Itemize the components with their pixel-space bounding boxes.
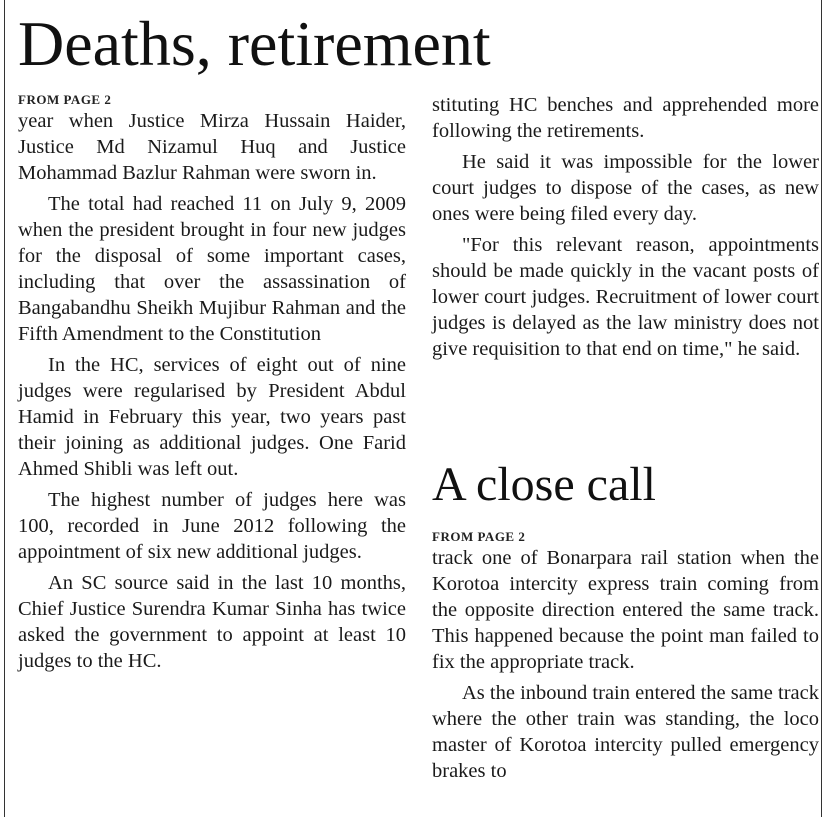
- paragraph: stituting HC benches and apprehended more following the retirements.: [432, 94, 819, 142]
- paragraph: "For this relevant reason, appointments should be made quickly in the vacant posts of lower court judges. Recruitment of lower court judges is delayed as the law ministry does not give requisition to that end on time," he said.: [432, 234, 819, 360]
- paragraph: The highest number of judges here was 100, recorded in June 2012 following the appointment of six new additional judges.: [18, 489, 406, 563]
- paragraph: He said it was impossible for the lower court judges to dispose of the cases, as new ones were being filed every day.: [432, 151, 819, 225]
- second-article-column: [432, 529, 819, 784]
- article-left-column: [18, 92, 406, 674]
- paragraph: In the HC, services of eight out of nine judges were regularised by President Abdul Hamid in February this year, two years past their joining as additional judges. One Farid Ahmed Shibli was left out.: [18, 354, 406, 480]
- jump-label: FROM PAGE 2: [432, 529, 526, 544]
- paragraph: track one of Bonarpara rail station when the Korotoa intercity express train coming from the opposite direction entered the same track. This happened because the point man failed to fix the appropriate track.: [432, 547, 819, 673]
- jump-label: FROM PAGE 2: [18, 92, 112, 107]
- paragraph: An SC source said in the last 10 months, Chief Justice Surendra Kumar Sinha has twice asked the government to appoint at least 10 judges to the HC.: [18, 572, 406, 672]
- article-right-column: [432, 92, 819, 362]
- paragraph: year when Justice Mirza Hussain Haider, Justice Md Nizamul Huq and Justice Mohammad Bazlur Rahman were sworn in.: [18, 110, 406, 184]
- paragraph: As the inbound train entered the same track where the other train was standing, the loco master of Korotoa intercity pulled emergency brakes to: [432, 682, 819, 782]
- second-article-headline: A close call: [432, 458, 656, 511]
- article-headline: Deaths, retirement: [18, 8, 491, 79]
- paragraph: The total had reached 11 on July 9, 2009 when the president brought in four new judges for the disposal of some important cases, including that over the assassination of Bangabandhu Sheikh Mujibur Rahman and the Fifth Amendment to the Constitution: [18, 193, 406, 345]
